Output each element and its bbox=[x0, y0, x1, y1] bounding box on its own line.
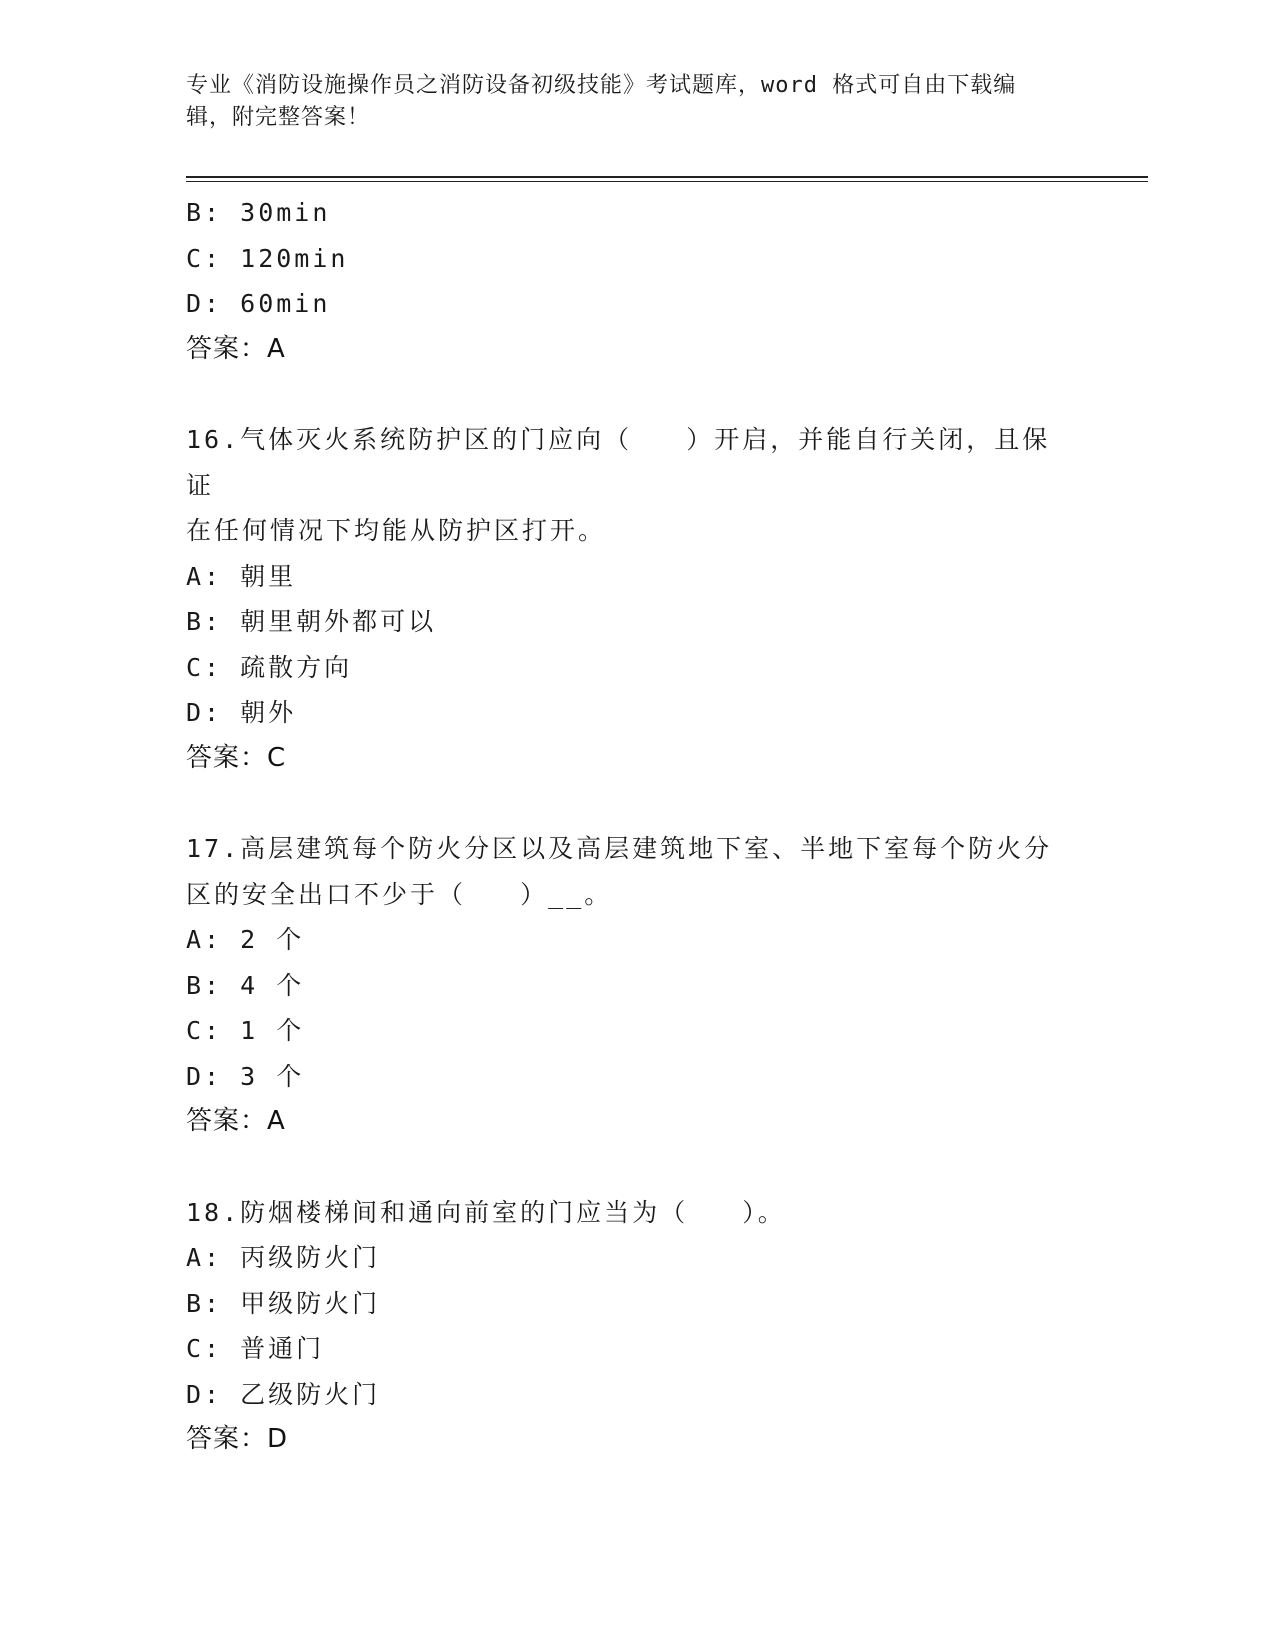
header-rule-thick bbox=[186, 176, 1148, 178]
option-d: D: 乙级防火门 bbox=[186, 1379, 381, 1409]
option-a: A: 2 个 bbox=[186, 925, 305, 954]
option-c: C: 1 个 bbox=[186, 1016, 305, 1045]
option-d: D: 3 个 bbox=[186, 1061, 305, 1091]
option-d: D: 朝外 bbox=[186, 698, 297, 727]
option-a: A: 丙级防火门 bbox=[186, 1243, 381, 1272]
answer-line: 答案：D bbox=[186, 1424, 289, 1454]
question-stem: 16.气体灭火系统防护区的门应向（ ）开启，并能自行关闭，且保证 bbox=[186, 425, 1051, 500]
answer-line: 答案：A bbox=[186, 1106, 286, 1136]
option-b: B: 甲级防火门 bbox=[186, 1288, 381, 1318]
question-stem: 18.防烟楼梯间和通向前室的门应当为（ ）。 bbox=[186, 1197, 786, 1227]
answer-line: 答案：A bbox=[186, 333, 286, 364]
question-18 bbox=[186, 1190, 1066, 1463]
header-line-1: 专业《消防设施操作员之消防设备初级技能》考试题库，word 格式可自由下载编 bbox=[186, 73, 1017, 98]
header-rule-thin bbox=[186, 181, 1148, 182]
question-content bbox=[186, 190, 1066, 1463]
question-stem: 17.高层建筑每个防火分区以及高层建筑地下室、半地下室每个防火分 bbox=[186, 834, 1053, 863]
option-a: A: 朝里 bbox=[186, 561, 297, 591]
answer-line: 答案：C bbox=[186, 742, 287, 773]
question-stem-continued: 区的安全出口不少于（ ）__。 bbox=[186, 879, 613, 909]
option-c: C: 普通门 bbox=[186, 1334, 325, 1363]
question-16 bbox=[186, 417, 1066, 781]
question-17 bbox=[186, 826, 1066, 1145]
previous-question-tail bbox=[186, 190, 1066, 372]
question-stem-continued: 在任何情况下均能从防护区打开。 bbox=[186, 516, 607, 545]
header-line-2: 辑，附完整答案！ bbox=[186, 105, 371, 130]
page-header bbox=[186, 70, 1066, 134]
option-b: B: 30min bbox=[186, 198, 331, 227]
option-b: B: 朝里朝外都可以 bbox=[186, 607, 437, 636]
option-c: C: 疏散方向 bbox=[186, 652, 353, 682]
option-d: D: 60min bbox=[186, 289, 331, 318]
option-b: B: 4 个 bbox=[186, 970, 305, 1000]
option-c: C: 120min bbox=[186, 243, 349, 273]
